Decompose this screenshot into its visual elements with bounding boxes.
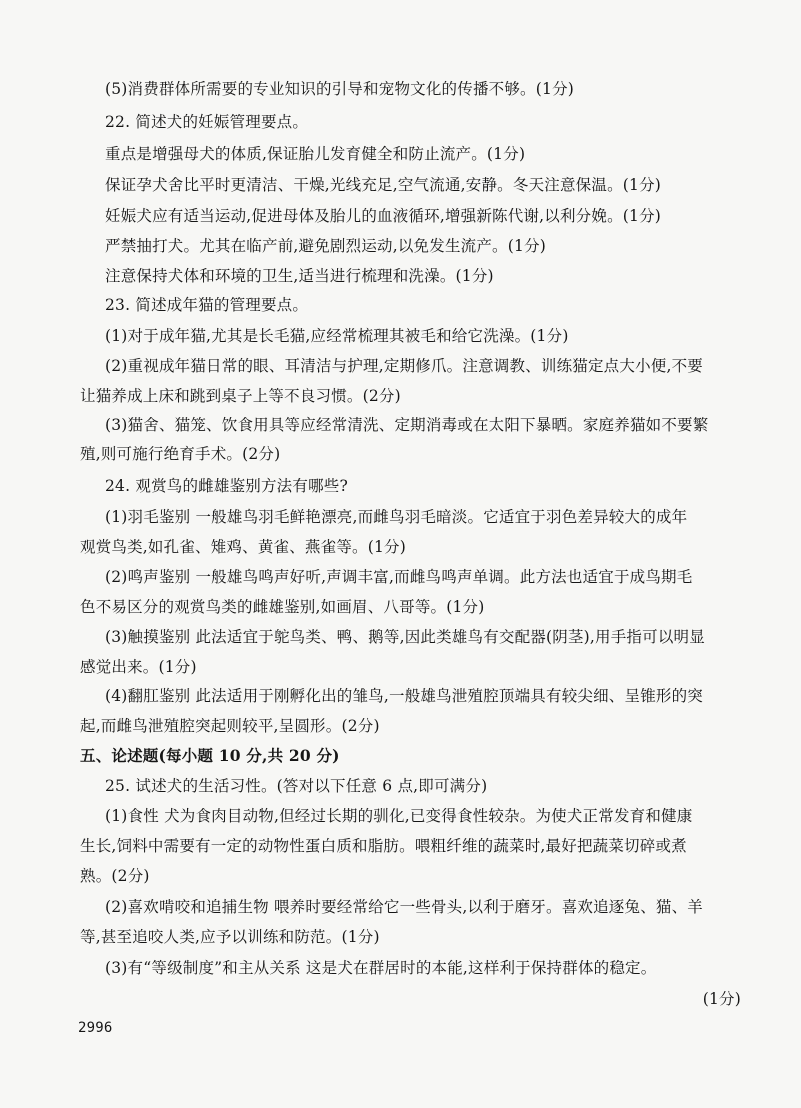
answer-23-2-line-2: 让猫养成上床和跳到桌子上等不良习惯。(2分) bbox=[80, 387, 401, 405]
page-number: 2996 bbox=[78, 1020, 113, 1036]
answer-24-4-line-2: 起,而雌鸟泄殖腔突起则较平,呈圆形。(2分) bbox=[80, 717, 380, 735]
question-23-heading: 23. 简述成年猫的管理要点。 bbox=[105, 296, 309, 314]
answer-22-line-2: 保证孕犬舍比平时更清洁、干燥,光线充足,空气流通,安静。冬天注意保温。(1分) bbox=[105, 176, 662, 194]
answer-25-1-line-2: 生长,饲料中需要有一定的动物性蛋白质和脂肪。喂粗纤维的蔬菜时,最好把蔬菜切碎或煮 bbox=[80, 837, 687, 855]
answer-22-line-1: 重点是增强母犬的体质,保证胎儿发育健全和防止流产。(1分) bbox=[105, 145, 526, 163]
question-22-heading: 22. 简述犬的妊娠管理要点。 bbox=[105, 113, 309, 131]
answer-24-2-line-2: 色不易区分的观赏鸟类的雌雄鉴别,如画眉、八哥等。(1分) bbox=[80, 598, 485, 616]
answer-22-line-3: 妊娠犬应有适当运动,促进母体及胎儿的血液循环,增强新陈代谢,以利分娩。(1分) bbox=[105, 207, 662, 225]
answer-24-3-line-1: (3)触摸鉴别 此法适宜于鸵鸟类、鸭、鹅等,因此类雄鸟有交配器(阴茎),用手指可以明显 bbox=[105, 628, 705, 646]
answer-23-2-line-1: (2)重视成年猫日常的眼、耳清洁与护理,定期修爪。注意调教、训练猫定点大小便,不要 bbox=[105, 357, 704, 375]
answer-24-2-line-1: (2)鸣声鉴别 一般雄鸟鸣声好听,声调丰富,而雌鸟鸣声单调。此方法也适宜于成鸟期毛 bbox=[105, 568, 693, 586]
answer-22-line-4: 严禁抽打犬。尤其在临产前,避免剧烈运动,以免发生流产。(1分) bbox=[105, 237, 547, 255]
answer-21-5: (5)消费群体所需要的专业知识的引导和宠物文化的传播不够。(1分) bbox=[105, 80, 575, 98]
answer-22-line-5: 注意保持犬体和环境的卫生,适当进行梳理和洗澡。(1分) bbox=[105, 267, 494, 285]
answer-25-3-score: (1分) bbox=[702, 990, 741, 1008]
answer-24-3-line-2: 感觉出来。(1分) bbox=[80, 658, 197, 676]
answer-23-3-line-2: 殖,则可施行绝育手术。(2分) bbox=[80, 445, 281, 463]
answer-25-2-line-2: 等,甚至追咬人类,应予以训练和防范。(1分) bbox=[80, 928, 380, 946]
answer-23-1: (1)对于成年猫,尤其是长毛猫,应经常梳理其被毛和给它洗澡。(1分) bbox=[105, 327, 569, 345]
answer-24-1-line-1: (1)羽毛鉴别 一般雄鸟羽毛鲜艳漂亮,而雌鸟羽毛暗淡。它适宜于羽色差异较大的成年 bbox=[105, 508, 688, 526]
answer-25-1-line-3: 熟。(2分) bbox=[80, 867, 150, 885]
answer-24-1-line-2: 观赏鸟类,如孔雀、雉鸡、黄雀、燕雀等。(1分) bbox=[80, 538, 406, 556]
answer-25-1-line-1: (1)食性 犬为食肉目动物,但经过长期的驯化,已变得食性较杂。为使犬正常发育和健康 bbox=[105, 807, 693, 825]
answer-24-4-line-1: (4)翻肛鉴别 此法适用于刚孵化出的雏鸟,一般雄鸟泄殖腔顶端具有较尖细、呈锥形的突 bbox=[105, 687, 704, 705]
section-5-heading: 五、论述题(每小题 10 分,共 20 分) bbox=[80, 746, 340, 765]
question-25-heading: 25. 试述犬的生活习性。(答对以下任意 6 点,即可满分) bbox=[105, 777, 488, 795]
answer-25-3-line-1: (3)有“等级制度”和主从关系 这是犬在群居时的本能,这样利于保持群体的稳定。 bbox=[105, 959, 657, 977]
question-24-heading: 24. 观赏鸟的雌雄鉴别方法有哪些? bbox=[105, 477, 348, 495]
answer-23-3-line-1: (3)猫舍、猫笼、饮食用具等应经常清洗、定期消毒或在太阳下暴晒。家庭养猫如不要繁 bbox=[105, 416, 709, 434]
answer-25-2-line-1: (2)喜欢啃咬和追捕生物 喂养时要经常给它一些骨头,以利于磨牙。喜欢追逐兔、猫、羊 bbox=[105, 898, 704, 916]
